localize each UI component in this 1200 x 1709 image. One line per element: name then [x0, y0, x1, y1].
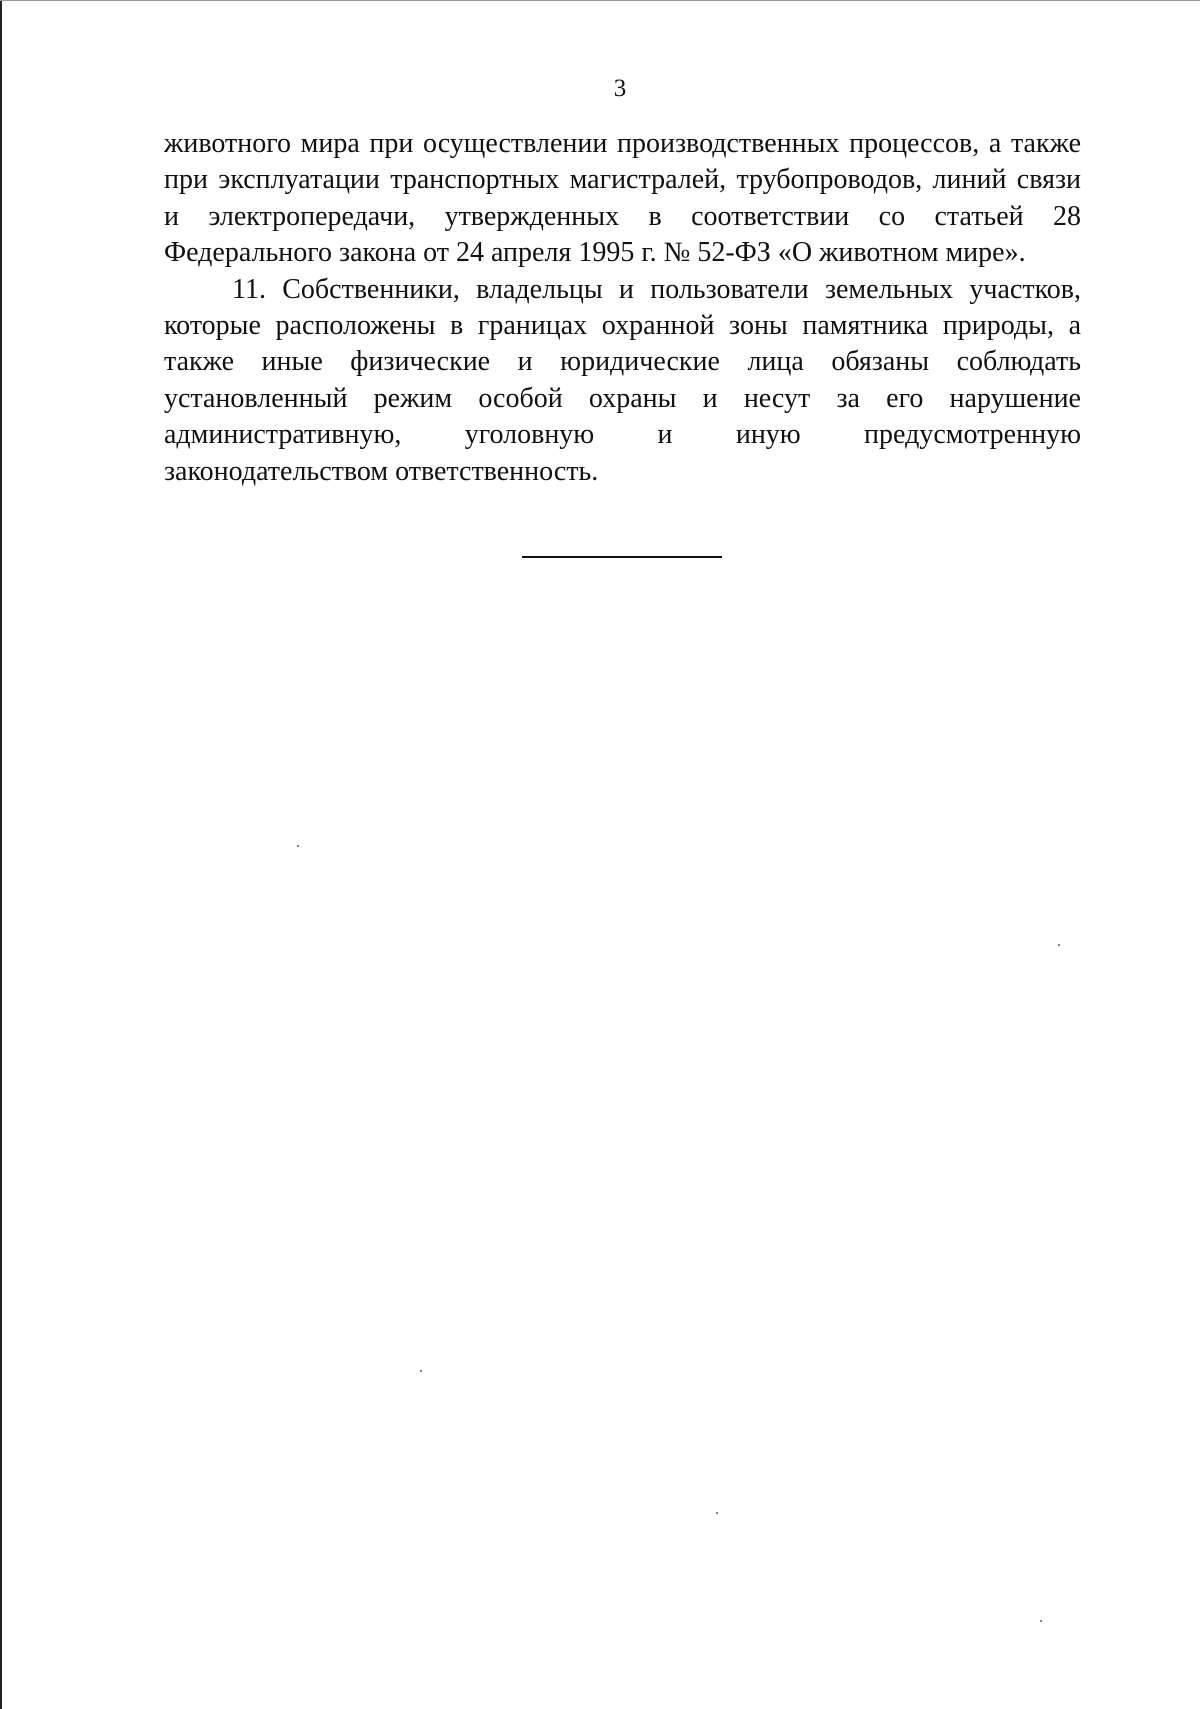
scan-speck [297, 845, 299, 847]
text-line: установленный режим особой охраны и несут за его нарушение [164, 382, 1081, 414]
paragraph-11 [164, 272, 1081, 490]
text-line: Федерального закона от 24 апреля 1995 г. № 52-ФЗ «О животном мире». [164, 237, 1026, 269]
scan-speck [716, 1512, 718, 1514]
text-line: законодательством ответственность. [164, 455, 599, 487]
end-of-document-rule [522, 556, 722, 558]
scan-edge-top [0, 0, 1200, 1]
text-line: административную, уголовную и иную предусмотренную [164, 419, 1081, 451]
scan-speck [420, 1370, 422, 1372]
text-line: 11. Собственники, владельцы и пользователи земельных участков, [232, 273, 1081, 305]
scan-speck [1058, 944, 1060, 946]
paragraph-continued [164, 126, 1081, 272]
page-number: 3 [613, 75, 627, 102]
text-line: животного мира при осуществлении производственных процессов, а также [164, 128, 1081, 159]
text-line: также иные физические и юридические лица обязаны соблюдать [164, 346, 1081, 378]
scan-speck [1040, 1620, 1042, 1622]
text-line: которые расположены в границах охранной зоны памятника природы, а [164, 310, 1081, 342]
document-body [164, 126, 1081, 490]
scan-edge [0, 0, 2, 1709]
text-line: при эксплуатации транспортных магистралей, трубопроводов, линий связи [164, 164, 1081, 196]
text-line: и электропередачи, утвержденных в соответствии со статьей 28 [164, 200, 1081, 232]
